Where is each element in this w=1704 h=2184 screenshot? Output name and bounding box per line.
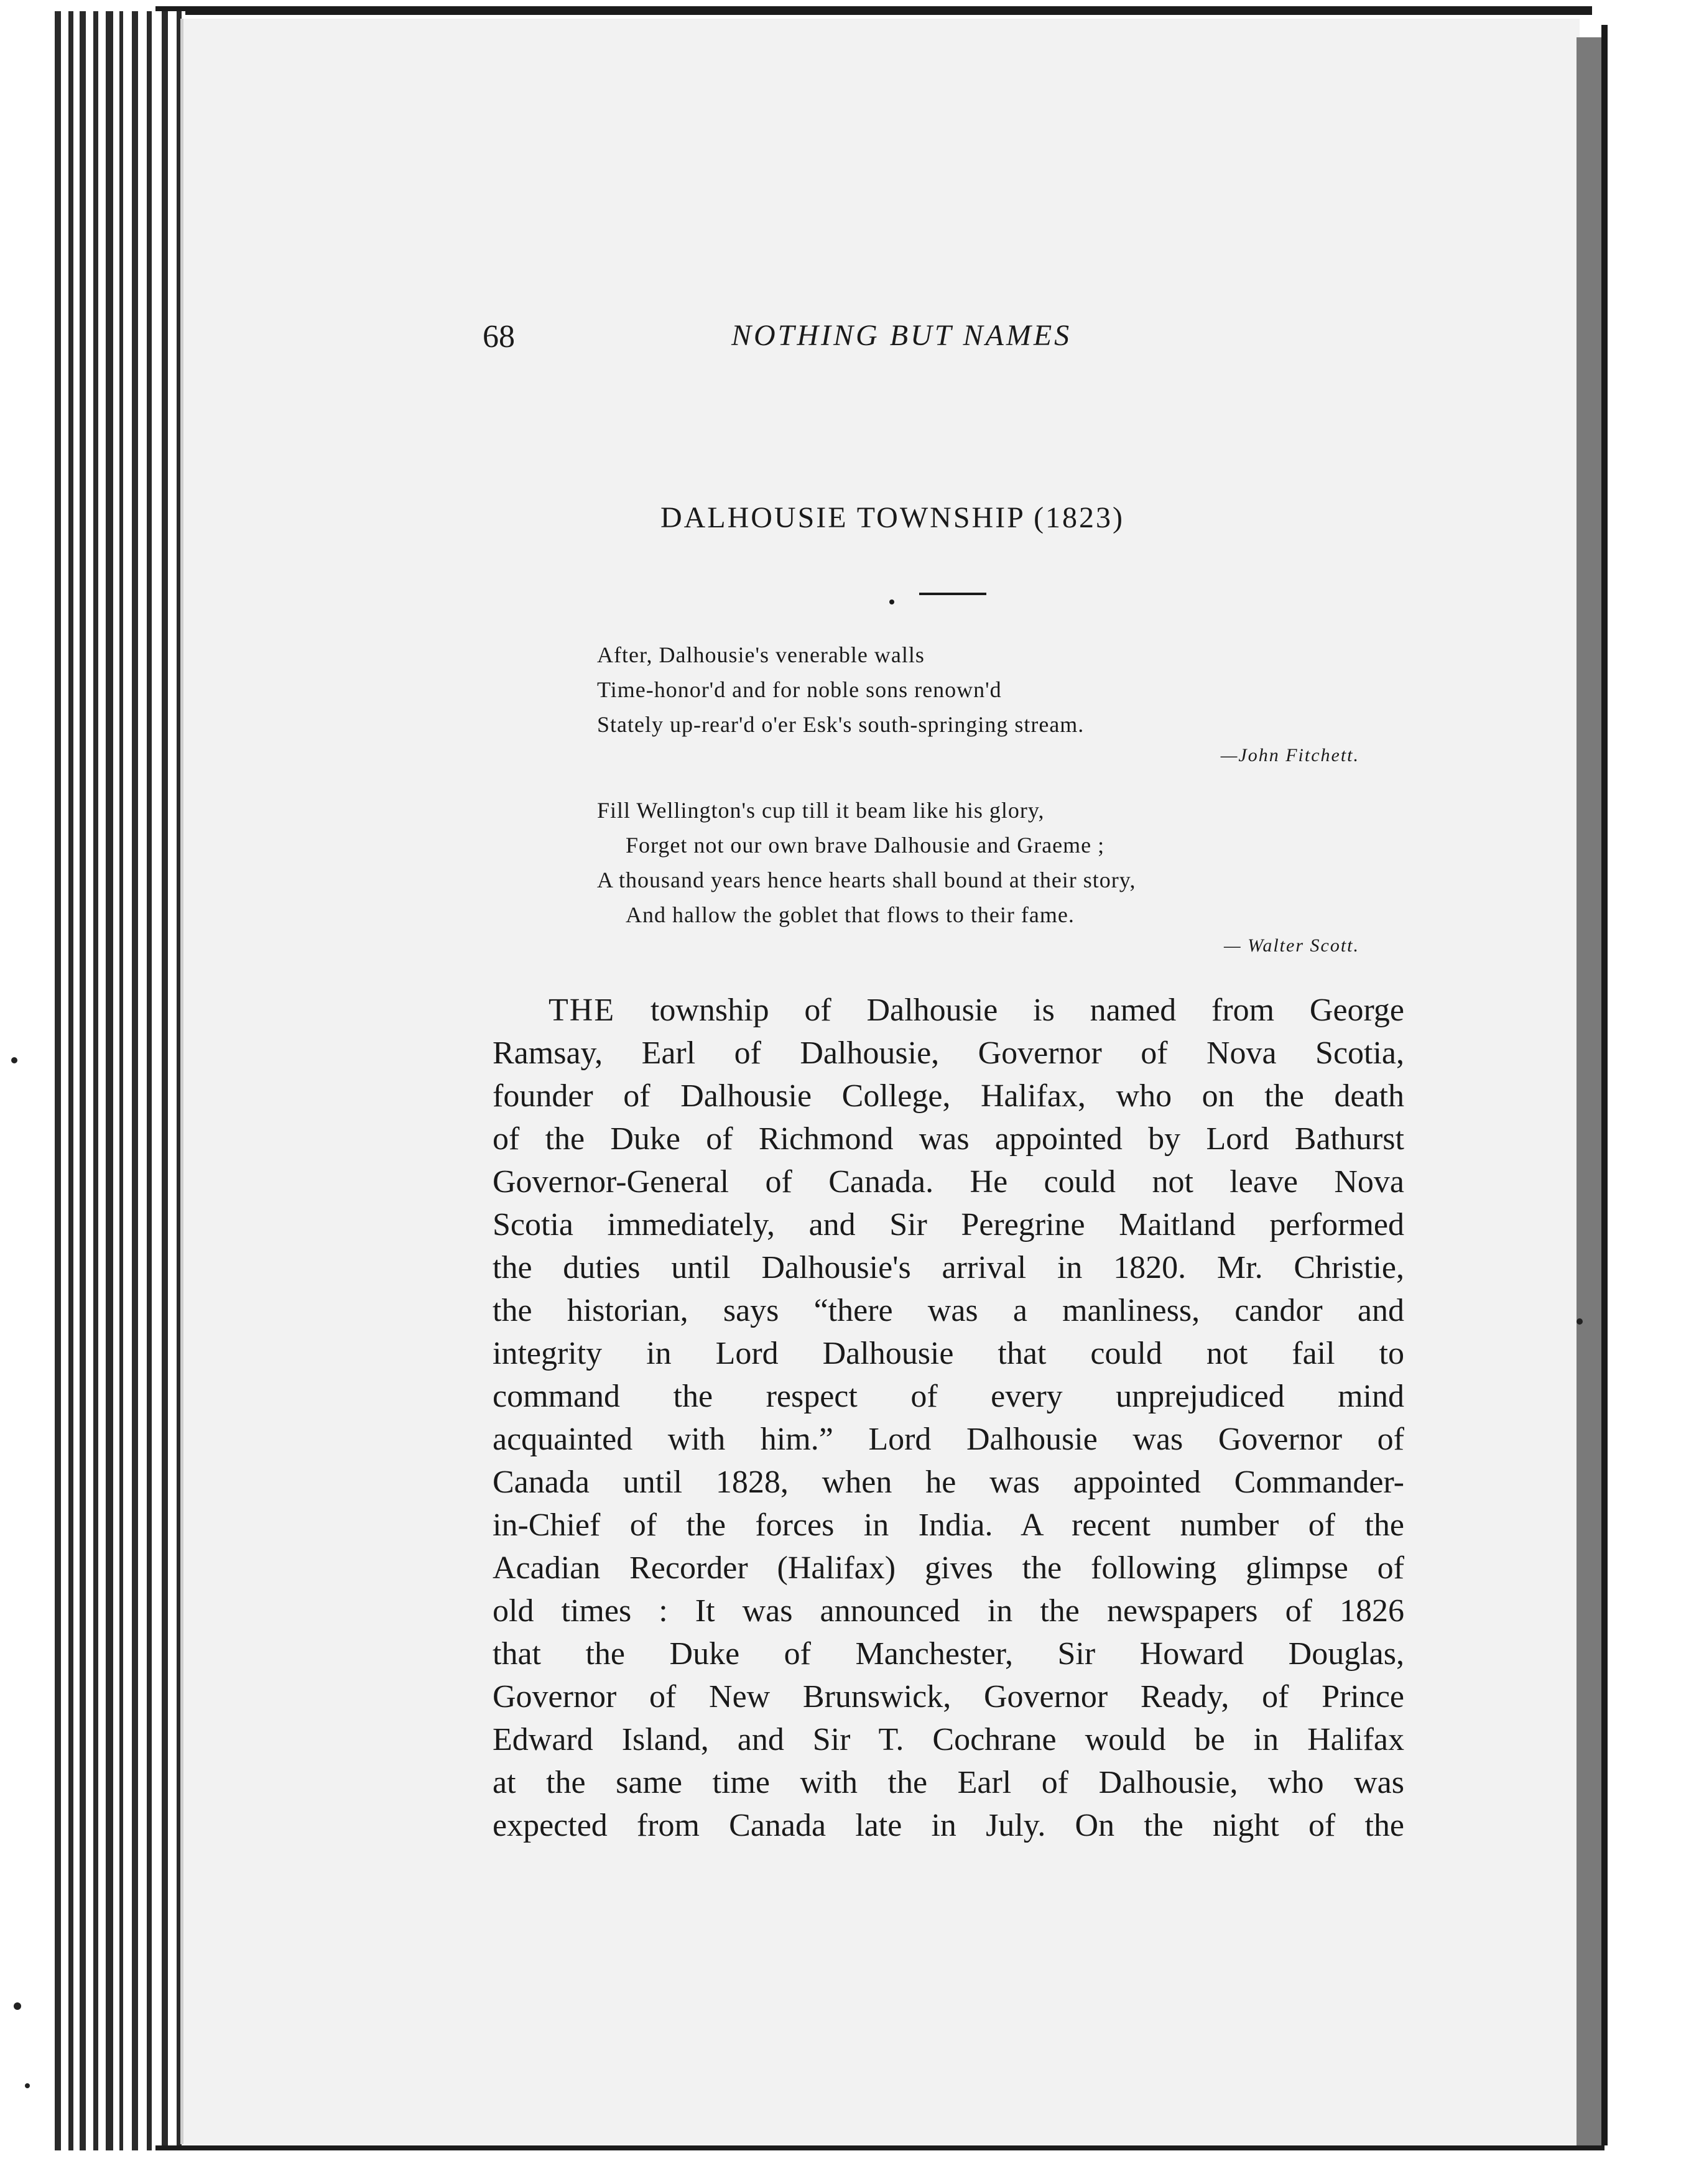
text-line: the historian, says “there was a manliness, candor and — [493, 1293, 1404, 1328]
verse-line: Stately up-rear'd o'er Esk's south-springing stream. — [597, 712, 1085, 737]
epigraph — [597, 637, 1362, 769]
text-line — [493, 989, 1404, 1032]
text-line: Acadian Recorder (Halifax) gives the following glimpse of — [493, 1550, 1404, 1586]
text-line-content: township of Dalhousie is named from George — [650, 993, 1405, 1028]
text-line: founder of Dalhousie College, Halifax, who on the death — [493, 1078, 1404, 1114]
ornament-dot — [889, 599, 894, 604]
scan-speck — [25, 2083, 30, 2088]
page-number: 68 — [483, 319, 515, 354]
text-line: command the respect of every unprejudiced mind — [493, 1379, 1404, 1414]
book-spine-edge — [1601, 25, 1608, 2145]
text-line: Governor of New Brunswick, Governor Ready, of Prince — [493, 1679, 1404, 1714]
text-line: Canada until 1828, when he was appointed Commander- — [493, 1464, 1404, 1500]
running-title: NOTHING BUT NAMES — [731, 319, 1072, 352]
scan-top-edge — [155, 6, 1592, 15]
text-line: Edward Island, and Sir T. Cochrane would be in Halifax — [493, 1722, 1404, 1757]
text-line: Ramsay, Earl of Dalhousie, Governor of Nova Scotia, — [493, 1035, 1404, 1071]
book-page-edges — [55, 11, 185, 2150]
verse-line: Forget not our own brave Dalhousie and Graeme ; — [626, 833, 1105, 858]
body-paragraph — [493, 989, 1404, 1847]
opening-word: THE — [549, 993, 616, 1028]
running-head — [483, 318, 1154, 356]
verse-line: And hallow the goblet that flows to their fame. — [626, 902, 1075, 927]
text-line: the duties until Dalhousie's arrival in 1820. Mr. Christie, — [493, 1250, 1404, 1285]
text-line: at the same time with the Earl of Dalhousie, who was — [493, 1765, 1404, 1800]
book-spine-shadow — [1577, 37, 1601, 2145]
scan-speck — [1577, 1318, 1583, 1325]
text-line: integrity in Lord Dalhousie that could not fail to — [493, 1336, 1404, 1371]
scan-bottom-edge — [155, 2145, 1604, 2150]
section-title: DALHOUSIE TOWNSHIP (1823) — [660, 501, 1125, 534]
verse-attribution: —John Fitchett. — [1220, 745, 1359, 766]
verse-attribution: — Walter Scott. — [1223, 935, 1359, 956]
text-line: Scotia immediately, and Sir Peregrine Maitland performed — [493, 1207, 1404, 1242]
epigraph — [597, 793, 1362, 960]
text-line: that the Duke of Manchester, Sir Howard Douglas, — [493, 1636, 1404, 1672]
verse-line: Fill Wellington's cup till it beam like his glory, — [597, 798, 1045, 823]
text-line: of the Duke of Richmond was appointed by Lord Bathurst — [493, 1121, 1404, 1157]
scan-speck — [11, 1057, 17, 1063]
text-line: old times : It was announced in the newspapers of 1826 — [493, 1593, 1404, 1629]
verse-line: Time-honor'd and for noble sons renown'd — [597, 677, 1002, 702]
scan-speck — [14, 2002, 21, 2010]
text-line: in-Chief of the forces in India. A recent number of the — [493, 1507, 1404, 1543]
title-rule — [919, 593, 986, 595]
verse-line: A thousand years hence hearts shall bound at their story, — [597, 868, 1136, 892]
text-line: acquainted with him.” Lord Dalhousie was Governor of — [493, 1422, 1404, 1457]
text-line: expected from Canada late in July. On the night of the — [493, 1808, 1404, 1843]
text-line: Governor-General of Canada. He could not leave Nova — [493, 1164, 1404, 1200]
verse-line: After, Dalhousie's venerable walls — [597, 642, 925, 667]
